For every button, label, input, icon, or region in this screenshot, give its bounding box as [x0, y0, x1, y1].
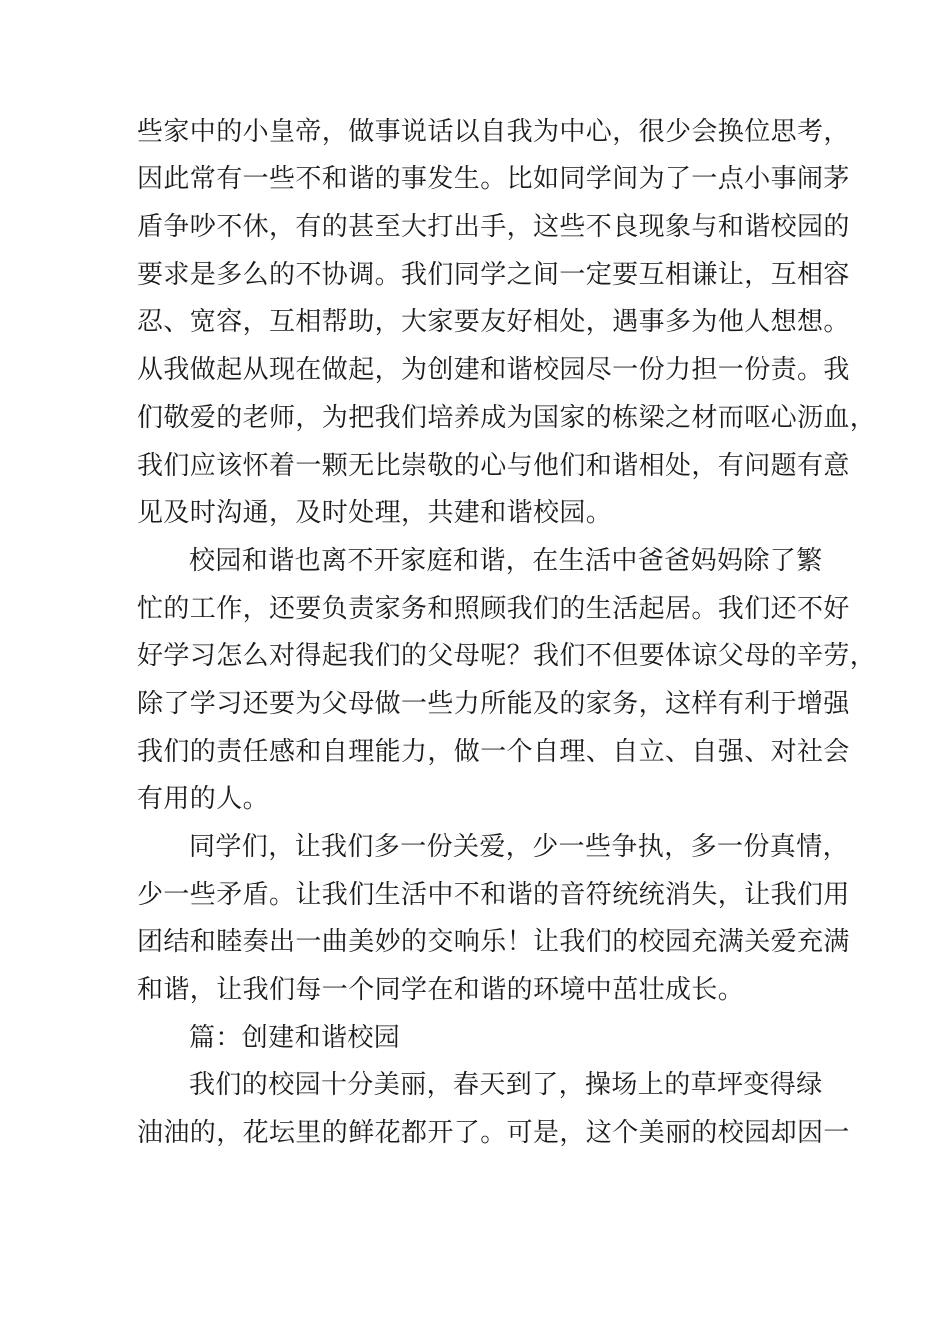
text-line: 我们应该怀着一颗无比崇敬的心与他们和谐相处，有问题有意 [137, 451, 850, 481]
text-line: 我们的责任感和自理能力，做一个自理、自立、自强、对社会 [137, 737, 850, 767]
paragraph-first-line: 校园和谐也离不开家庭和谐，在生活中爸爸妈妈除了繁 [189, 546, 823, 576]
text-line: 们敬爱的老师，为把我们培养成为国家的栋梁之材而呕心沥血， [137, 403, 877, 433]
text-line: 忍、宽容，互相帮助，大家要友好相处，遇事多为他人想想。 [137, 307, 850, 337]
paragraph-first-line: 我们的校园十分美丽，春天到了，操场上的草坪变得绿 [189, 1070, 823, 1100]
text-line: 盾争吵不休，有的甚至大打出手，这些不良现象与和谐校园的 [137, 212, 850, 242]
section-heading: 篇：创建和谐校园 [189, 1023, 401, 1053]
text-line: 忙的工作，还要负责家务和照顾我们的生活起居。我们还不好 [137, 594, 850, 624]
text-line: 除了学习还要为父母做一些力所能及的家务，这样有利于增强 [137, 689, 850, 719]
text-line: 团结和睦奏出一曲美妙的交响乐！让我们的校园充满关爱充满 [137, 927, 850, 957]
text-line: 少一些矛盾。让我们生活中不和谐的音符统统消失，让我们用 [137, 880, 850, 910]
text-line: 见及时沟通，及时处理，共建和谐校园。 [137, 498, 613, 528]
text-line: 要求是多么的不协调。我们同学之间一定要互相谦让，互相容 [137, 260, 850, 290]
paragraph-first-line: 同学们，让我们多一份关爱，少一些争执，多一份真情， [189, 832, 850, 862]
text-line: 好学习怎么对得起我们的父母呢？我们不但要体谅父母的辛劳， [137, 641, 877, 671]
text-line: 和谐，让我们每一个同学在和谐的环境中茁壮成长。 [137, 975, 745, 1005]
text-line: 因此常有一些不和谐的事发生。比如同学间为了一点小事闹茅 [137, 164, 850, 194]
text-line: 从我做起从现在做起，为创建和谐校园尽一份力担一份责。我 [137, 355, 850, 385]
text-line: 油油的，花坛里的鲜花都开了。可是，这个美丽的校园却因一 [137, 1118, 850, 1148]
text-line: 些家中的小皇帝，做事说话以自我为中心，很少会换位思考， [137, 117, 850, 147]
text-line: 有用的人。 [137, 784, 270, 814]
